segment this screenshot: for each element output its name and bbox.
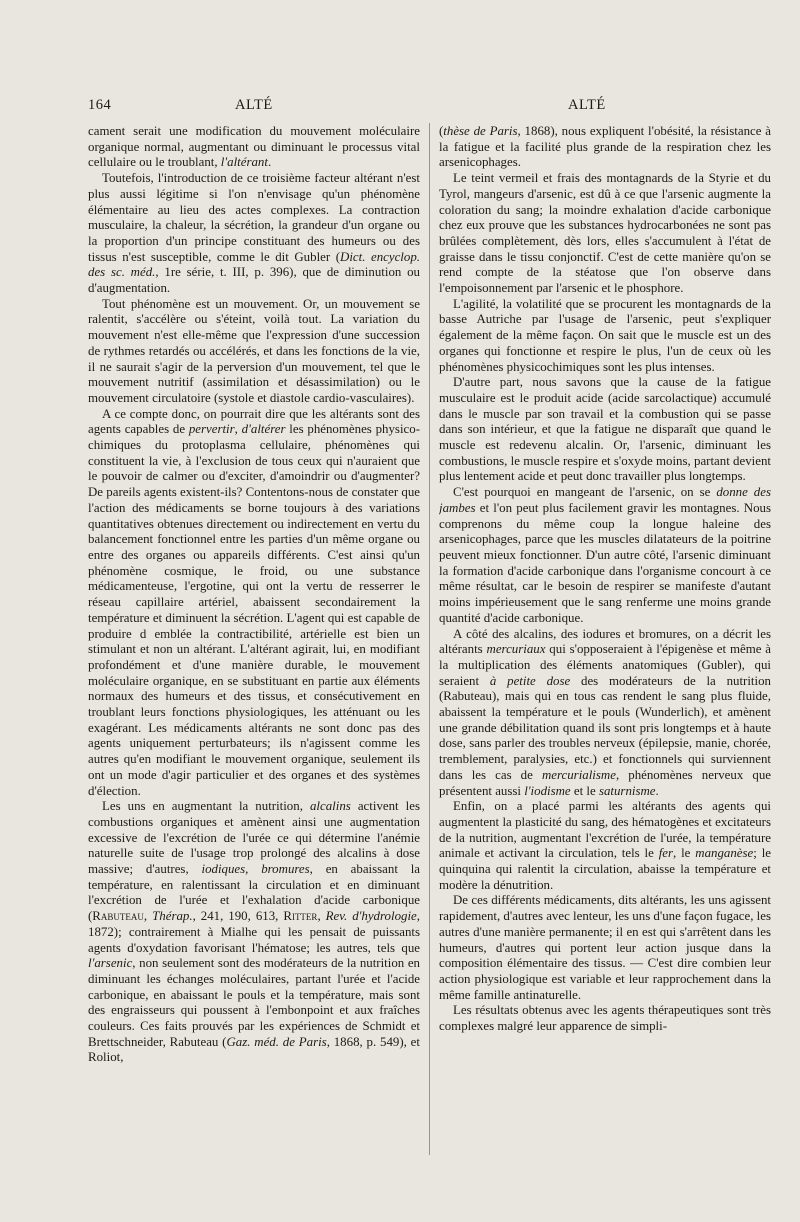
text-run: L'agilité, la volatilité que se procurent les montagnards de la basse Autriche par l'usage de l'arsenic, peut s'expliquer également de la même façon. On sait que le muscle est un des organes qui fonctionne et respire le plus, l'un de ceux où les phénomènes physicochimiques sont les plus intenses. (439, 296, 771, 374)
text-run: , en abaissant la température, en ralentissant la circulation et en diminuant l'excrétion de l'urée et l'exhalation d'acide carbonique ( (88, 862, 420, 924)
italic-text: donne des jambes (439, 485, 771, 515)
text-run: D'autre part, nous savons que la cause de la fatigue musculaire est le produit acide (acide sarcolactique) accumulé dans le muscle par son travail et la combustion qui se passe dans son intérieur, et que la fatigue ne disparaît que quand le muscle est redevenu alcalin. Or, l'arsenic, diminuant les combustions, le muscle respire et s'oxyde moins, partant devient plus lentement acide et peut donc travailler plus longtemps. (439, 375, 771, 484)
text-run: A côté des alcalins, des iodures et bromures, on a décrit les altérants (439, 626, 771, 657)
italic-text: d'altérer (241, 422, 286, 437)
text-run: De ces différents médicaments, dits altérants, les uns agissent rapidement, d'autres avec lenteur, les uns d'une façon fugace, les autres d'une manière permanente; il en est qui s'arrêtent dans les humeurs, d'autres qui portent leur action jusque dans la composition élémentaire des tissus. — C'est dire combien leur action physiologique est variable et leur rapprochement dans la même famille antinaturelle. (439, 893, 771, 1002)
paragraph (88, 799, 420, 1066)
paragraph (439, 1003, 771, 1034)
text-run: et le (570, 783, 599, 798)
paragraph (439, 124, 771, 171)
text-run: , non seulement sont des modérateurs de la nutrition en diminuant les échanges moléculaires, partant l'urée et l'acide carbonique, en abaissant le pouls et la température, mais sont des engraisseurs qui poussent à l'embonpoint et aux fraîches couleurs. Ces faits prouvés par les expériences de Schmidt et Brettschneider, Rabuteau ( (88, 956, 420, 1049)
italic-text: l'arsenic (88, 956, 133, 971)
text-run: . (267, 155, 272, 170)
text-run: . (655, 783, 659, 798)
italic-text: thèse de Paris (443, 124, 518, 138)
paragraph (439, 799, 771, 893)
paragraph (439, 171, 771, 297)
text-run: Les résultats obtenus avec les agents thérapeutiques sont très complexes malgré leur apparence de simpli- (439, 1003, 771, 1034)
paragraph (88, 171, 420, 297)
left-column (88, 124, 420, 1154)
italic-text: mercuriaux (486, 642, 546, 657)
italic-text: pervertir (188, 422, 235, 437)
italic-text: Rev. d'hydrologie (325, 909, 417, 924)
italic-text: Gaz. méd. de Paris (226, 1034, 327, 1049)
author-name: Rabuteau (92, 909, 144, 924)
text-run: , le (673, 846, 696, 861)
text-run: qui s'opposeraient à l'épigenèse et même à la multiplication des éléments anatomiques (Gubler), qui seraient (439, 642, 771, 688)
text-run: ( (439, 124, 444, 138)
text-run: , (234, 422, 242, 437)
paragraph (88, 124, 420, 171)
text-run: cament serait une modification du mouvement moléculaire organique normal, augmentant ou diminuant le processus vital cellulaire ou le troublant, (88, 124, 420, 170)
paragraph (439, 297, 771, 376)
text-run: Tout phénomène est un mouvement. Or, un mouvement se ralentit, s'accélère ou s'éteint, voilà tout. La variation du mouvement n'est elle-même que l'expression d'une succession de rythmes retardés ou accélérés, et dans les fonctions de la vie, il ne saurait s'agir de la perversion d'un mouvement, tel que le mouvement nutritif (assimilation et désassimilation) ou le mouvement circulatoire (systole et diastole cardio-vasculaires). (88, 296, 420, 405)
text-run: , (143, 909, 153, 924)
italic-text: l'altérant (220, 155, 268, 170)
text-run: et l'on peut plus facilement gravir les montagnes. Nous comprenons du même coup la longue haleine des arsenicophages, parce que les muscles dilatateurs de la poitrine peuvent mieux fonctionner. D'un autre côté, l'arsenic diminuant la formation d'acide carbonique dans l'organisme concourt à ce même résultat, car le besoin de respirer se manifeste d'autant moins impérieusement que le sang renferme une moins grande quantité d'acide carbonique. (439, 500, 771, 625)
text-run: Toutefois, l'introduction de ce troisième facteur altérant n'est plus aussi légitime si l'on n'envisage qu'un phénomène élémentaire au lieu des actes complexes. La contraction musculaire, la chaleur, la sécrétion, la grandeur d'un organe ou la proportion d'un principe constituant des humeurs ou des tissus n'est susceptible, comme le dit Gubler ( (88, 171, 420, 264)
italic-text: fer (658, 846, 674, 861)
text-run: , 1re série, t. III, p. 396), que de diminution ou d'augmentation. (88, 265, 420, 296)
text-run: des modérateurs de la nutrition (Rabuteau), mais qui en tous cas rendent le sang plus fluide, abaissent la température et le pouls (Wunderlich), et amènent une grande débilitation quand ils sont pris longtemps et à haute dose, sans parler des troubles nerveux (épilepsie, manie, chorée, tremblement, paralysies, etc.) et fonctionnels qui surviennent dans les cas de (439, 673, 771, 782)
italic-text: Dict. encyclop. des sc. méd. (88, 249, 420, 280)
text-run: ; le quinquina qui ralentit la circulation, abaisse la température et modère la dénutrition. (439, 846, 771, 892)
paragraph (439, 627, 771, 800)
column-rule (429, 123, 430, 1155)
italic-text: bromures (261, 862, 310, 877)
text-run: Enfin, on a placé parmi les altérants des agents qui augmentent la plasticité du sang, des hématogènes et excitateurs de la nutrition, augmentant l'excrétion de l'urée, la température animale et activant la circulation, tels le (439, 799, 771, 861)
italic-text: à petite dose (489, 673, 571, 688)
text-run: A ce compte donc, on pourrait dire que les altérants sont des agents capables de (88, 406, 420, 437)
paragraph (439, 375, 771, 485)
text-run: , 1868, p. 549), et Roliot, (88, 1034, 420, 1065)
running-head (0, 97, 800, 117)
text-run: Les uns en augmentant la nutrition, (102, 799, 310, 814)
paragraph (439, 893, 771, 1003)
text-run: , phénomènes nerveux que présentent aussi (439, 767, 771, 798)
italic-text: manganèse (695, 846, 754, 861)
text-run: , 1868), nous expliquent l'obésité, la résistance à la fatigue et la facilité plus grande de la respiration chez les arsenicophages. (439, 124, 771, 170)
running-title-left: ALTÉ (235, 97, 273, 113)
text-run: , 1872); contrairement à Mialhe qui les pensait de puissants agents d'oxydation favorisant l'hématose; les autres, tels que (88, 909, 420, 955)
italic-text: alcalins (309, 799, 351, 814)
italic-text: saturnisme (598, 783, 656, 798)
italic-text: l'iodisme (524, 783, 571, 798)
text-run: les phénomènes physico-chimiques du protoplasma cellulaire, phénomènes qui constituent la vie, à l'exclusion de tous ceux qui n'auraient que le pouvoir de calmer ou d'exciter, d'amoindrir ou d'augmenter? De pareils agents existent-ils? Contentons-nous de constater que l'action des médicaments se borne toujours à des variations quantitatives obtenues directement ou indirectement en vertu du balancement fonctionnel entre les parties d'un même organe ou entre des organes ou appareils différents. C'est ainsi qu'un phénomène cosmique, le froid, ou une substance médicamenteuse, l'ergotine, qui ont la vertu de resserrer le réseau capillaire artériel, abaissent secondairement la température et diminuent la sécrétion. L'agent qui est capable de produire d emblée la contractibilité, artérielle est bien un stimulant et non un altérant. L'altérant agirait, lui, en modifiant profondément et d'une manière durable, le mouvement moléculaire organique, en se substituant en partie aux éléments normaux des humeurs et des tissus, et consécutivement en troublant leurs fonctions physiologiques, les atténuant ou les exagérant. Les médicaments altérants ne sont donc pas des agents uniquement perturbateurs; ils n'agissent comme les autres qu'en modifiant le mouvement organique, seulement ils ont un mode d'agir particulier et des organes et des systèmes d'élection. (88, 422, 420, 798)
text-run: , (317, 909, 326, 924)
paragraph (88, 297, 420, 407)
text-run: C'est pourquoi en mangeant de l'arsenic, on se (453, 485, 717, 500)
italic-text: Thérap. (152, 909, 193, 924)
author-name: Ritter (283, 909, 318, 924)
italic-text: mercurialisme (541, 767, 616, 782)
running-title-right: ALTÉ (568, 97, 606, 113)
text-run: , (245, 862, 262, 877)
page-number: 164 (88, 97, 112, 113)
paragraph (88, 407, 420, 800)
text-run: activent les combustions organiques et amènent ainsi une augmentation excessive de l'excrétion de l'urée ce qui détermine l'anémie naturelle suite de l'usage trop prolongé des alcalins à dose massive; d'autres, (88, 799, 420, 877)
paragraph (439, 485, 771, 626)
text-run: Le teint vermeil et frais des montagnards de la Styrie et du Tyrol, mangeurs d'arsenic, est dû à ce que l'arsenic augmente la coloration du sang; la moindre exhalation d'acide carbonique chez eux prouve que les substances hydrocarbonées ne sont pas brûlées complètement, dès lors, elles s'accumulent à l'état de graisse dans le tissu conjonctif. C'est de cette manière qu'on se rend compte de la stéatose que l'on observe dans l'empoisonnement par l'arsenic et le phosphore. (439, 171, 771, 296)
right-column (439, 124, 771, 1154)
italic-text: iodiques (201, 862, 246, 877)
text-run: , 241, 190, 613, (192, 909, 284, 924)
